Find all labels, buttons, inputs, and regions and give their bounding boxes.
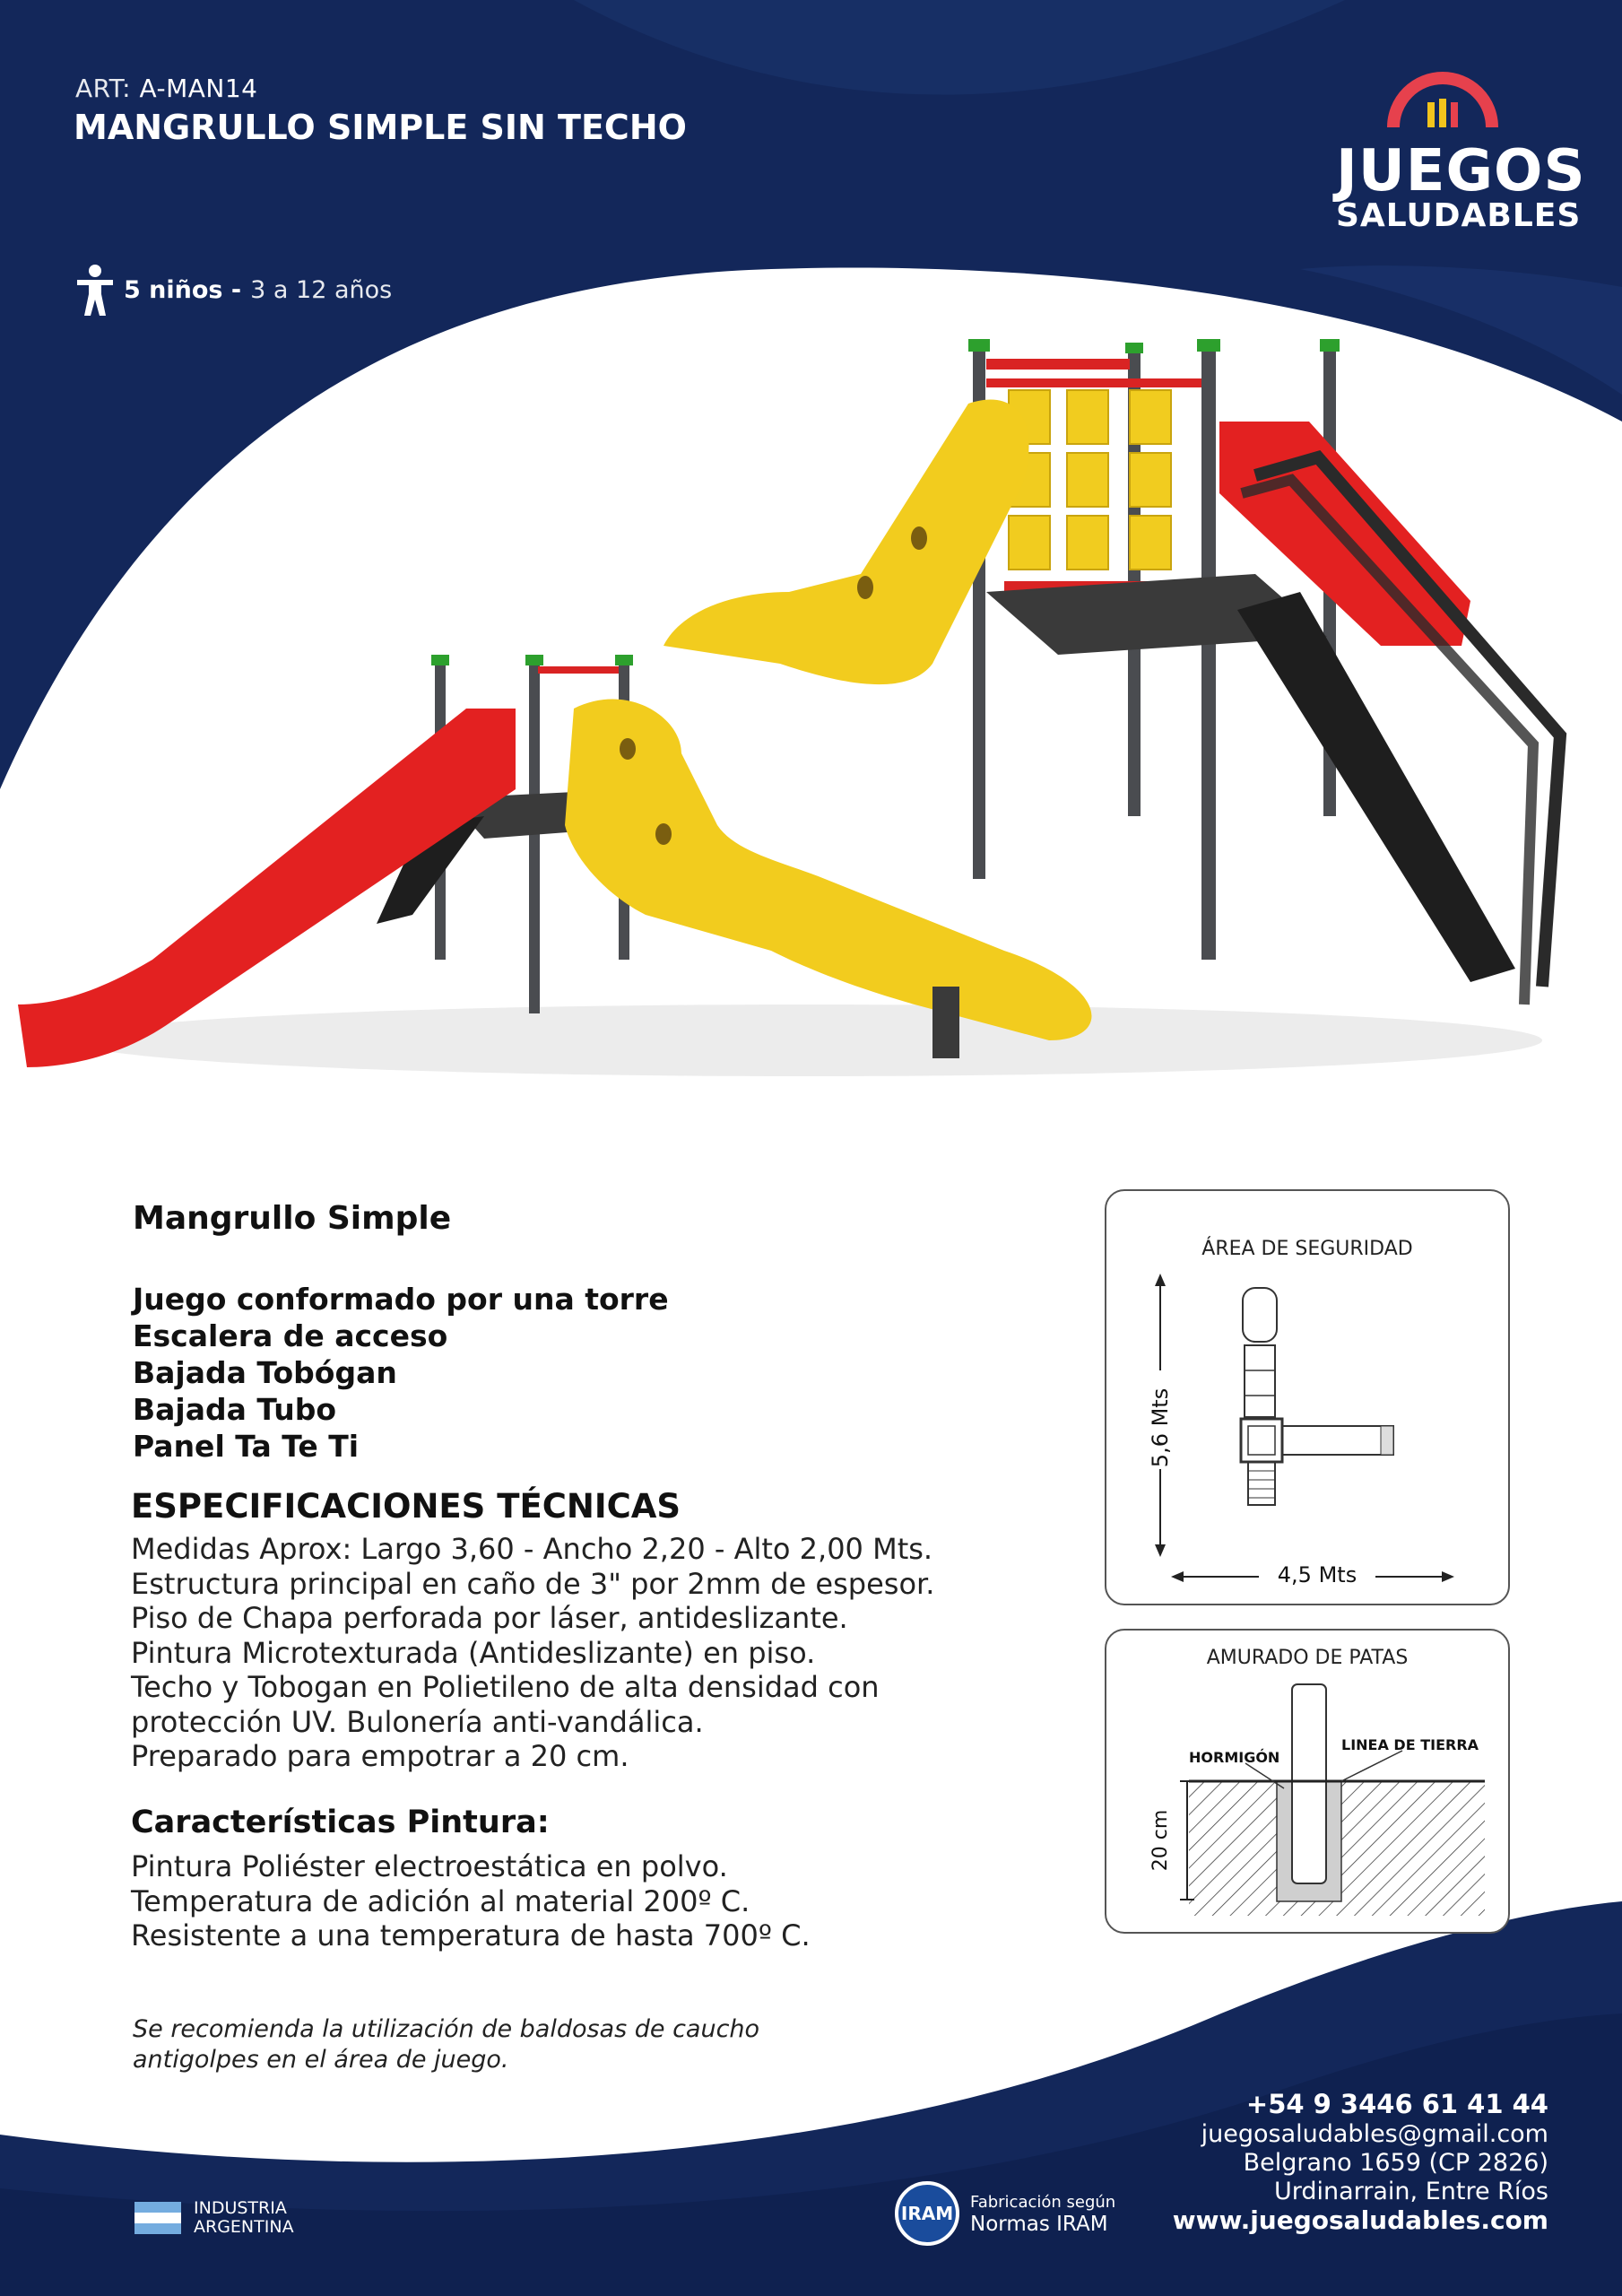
spec-line: Preparado para empotrar a 20 cm. — [131, 1739, 629, 1773]
iram-badge — [895, 2181, 1115, 2246]
industry-line1: INDUSTRIA — [194, 2198, 287, 2218]
paint-list — [131, 1849, 811, 1953]
spec-line: Estructura principal en caño de 3" por 2mm de espesor. — [131, 1566, 935, 1601]
contact-phone[interactable]: +54 9 3446 61 41 44 — [1245, 2089, 1548, 2119]
feature-item: Escalera de acceso — [133, 1318, 448, 1353]
spec-line: Pintura Microtexturada (Antideslizante) en piso. — [131, 1635, 816, 1670]
contact-website[interactable]: www.juegosaludables.com — [1172, 2205, 1548, 2235]
anchoring-diagram — [1105, 1629, 1510, 1934]
child-icon — [75, 264, 115, 316]
industria-argentina-badge — [134, 2199, 294, 2237]
industry-line2: ARGENTINA — [194, 2217, 294, 2237]
argentina-flag-icon — [134, 2202, 181, 2234]
capacity-info — [75, 264, 392, 316]
paint-line: Temperatura de adición al material 200º C. — [131, 1883, 750, 1918]
brand-logo — [1327, 72, 1586, 234]
note-line: antigolpes en el área de juego. — [133, 2046, 509, 2074]
section-product-title: Mangrullo Simple — [133, 1200, 452, 1237]
article-label: ART: — [75, 74, 132, 103]
paint-line: Resistente a una temperatura de hasta 700º C. — [131, 1918, 811, 1952]
note-line: Se recomienda la utilización de baldosas de caucho — [133, 2015, 760, 2043]
spec-line: protección UV. Bulonería anti-vandálica. — [131, 1704, 704, 1739]
brand-line2: SALUDABLES — [1336, 197, 1582, 234]
contact-address-line2: Urdinarrain, Entre Ríos — [1273, 2178, 1548, 2205]
safety-area-diagram — [1105, 1189, 1510, 1605]
feature-item: Juego conformado por una torre — [133, 1282, 669, 1317]
iram-line1: Fabricación según — [970, 2193, 1116, 2212]
contact-address-line1: Belgrano 1659 (CP 2826) — [1243, 2149, 1548, 2177]
concrete-label: HORMIGÓN — [1189, 1749, 1280, 1766]
specs-list — [131, 1532, 934, 1774]
contact-email[interactable]: juegosaludables@gmail.com — [1201, 2120, 1548, 2148]
ground-line-label: LINEA DE TIERRA — [1341, 1736, 1479, 1753]
capacity-age: 3 a 12 años — [250, 275, 393, 304]
feature-item: Panel Ta Te Ti — [133, 1429, 360, 1464]
rainbow-icon — [1384, 72, 1501, 135]
product-title: MANGRULLO SIMPLE SIN TECHO — [74, 108, 687, 147]
specs-heading: ESPECIFICACIONES TÉCNICAS — [131, 1487, 681, 1526]
anchoring-drawing — [1106, 1631, 1508, 1932]
safety-width-label: 4,5 Mts — [1277, 1562, 1357, 1587]
article-number: A-MAN14 — [139, 74, 258, 103]
spec-line: Medidas Aprox: Largo 3,60 - Ancho 2,20 - Alto 2,00 Mts. — [131, 1532, 933, 1566]
article-code — [75, 74, 257, 103]
feature-item: Bajada Tubo — [133, 1392, 337, 1427]
paint-line: Pintura Poliéster electroestática en polvo. — [131, 1849, 728, 1883]
iram-seal-icon: IRAM — [895, 2181, 959, 2246]
spec-line: Piso de Chapa perforada por láser, antideslizante. — [131, 1601, 848, 1635]
depth-label: 20 cm — [1149, 1809, 1172, 1872]
feature-list — [133, 1281, 669, 1465]
product-render — [0, 323, 1622, 1112]
paint-heading: Características Pintura: — [131, 1805, 550, 1840]
recommendation-note — [133, 2014, 759, 2075]
safety-area-title: ÁREA DE SEGURIDAD — [1201, 1238, 1413, 1260]
feature-item: Bajada Tobógan — [133, 1355, 397, 1390]
brand-line1: JUEGOS — [1336, 138, 1586, 204]
anchoring-title: AMURADO DE PATAS — [1206, 1647, 1409, 1669]
safety-height-label: 5,6 Mts — [1148, 1387, 1173, 1468]
capacity-children: 5 niños - — [124, 275, 242, 304]
iram-line2: Normas IRAM — [970, 2213, 1108, 2236]
contact-block — [1173, 2090, 1548, 2235]
spec-line: Techo y Tobogan en Polietileno de alta densidad con — [131, 1670, 880, 1704]
